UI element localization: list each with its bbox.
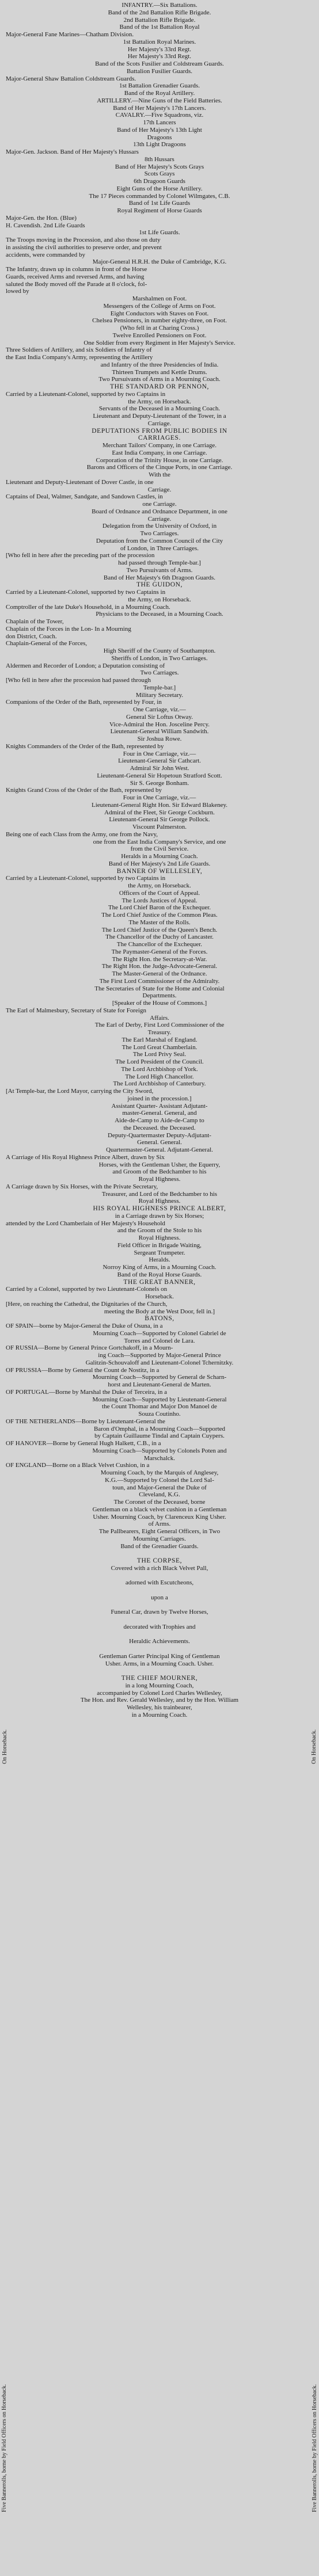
- text-line: OF THE NETHERLANDS—Borne by Lieutenant-General the: [6, 1417, 165, 1425]
- section-heading: CARRIAGES.: [138, 435, 181, 442]
- text-line: General Sir Loftus Otway.: [126, 713, 193, 721]
- text-line: [Speaker of the House of Commons.]: [112, 1000, 207, 1007]
- text-line: [6, 1631, 313, 1638]
- text-line: Knights Commanders of the Order of the Bath, represented by: [6, 742, 164, 750]
- text-line: The Lord President of the Council.: [115, 1058, 204, 1065]
- text-line: meeting the Body at the West Door, fell in.]: [104, 1308, 215, 1315]
- text-line: the Count Thomar and Major Don Manoel de: [102, 1403, 217, 1411]
- text-line: ARTILLERY.—Nine Guns of the Field Batteries.: [97, 97, 222, 104]
- text-line: Carriage.: [147, 486, 172, 493]
- text-line: Sergeant Trumpeter.: [134, 1249, 185, 1256]
- text-line: Norroy King of Arms, in a Mourning Coach.: [102, 1264, 217, 1271]
- text-line: 6th Dragoon Guards: [134, 178, 185, 185]
- text-line: Vice-Admiral the Hon. Josceline Percy.: [109, 721, 210, 728]
- text-line: Mourning Coach, by the Marquis of Anglesey,: [100, 1469, 219, 1476]
- text-line: One Soldier from every Regiment in Her Majesty's Service.: [83, 339, 236, 346]
- text-line: Temple-bar.]: [143, 684, 176, 691]
- text-line: [6, 1616, 313, 1624]
- text-line: Eight Guns of the Horse Artillery.: [116, 185, 203, 192]
- text-line: Band of the Grenadier Guards.: [120, 1542, 199, 1550]
- text-line: the Army, on Horseback.: [128, 882, 191, 889]
- section-heading: THE CHIEF MOURNER,: [121, 1675, 198, 1682]
- text-line: toun, and Major-General the Duke of: [112, 1484, 207, 1491]
- text-line: Knights Grand Cross of the Order of the Bath, represented by: [6, 787, 162, 794]
- text-line: The Earl Marshal of England.: [121, 1036, 198, 1043]
- text-line: Mourning Coach—Supported by Colonel Gabriel de: [93, 1329, 226, 1337]
- text-line: the Deceased. the Deceased.: [123, 1124, 196, 1131]
- text-line: Lieutenant-General Right Hon. Sir Edward Blakeney.: [91, 801, 228, 809]
- text-line: Band of the Royal Artillery.: [124, 90, 195, 97]
- text-line: Four in One Carriage, viz.—: [123, 750, 196, 757]
- text-line: Assistant Quarter- Assistant Adjutant-: [111, 1102, 208, 1110]
- text-line: from the Civil Service.: [130, 845, 189, 853]
- text-line: The Earl of Derby, First Lord Commissioner of the: [94, 1022, 225, 1029]
- text-line: Barons and Officers of the Cinque Ports, in one Carriage.: [86, 464, 233, 471]
- text-line: had passed through Temple-bar.]: [118, 559, 201, 566]
- text-line: Carried by a Lieutenant-Colonel, supported by two Captains in: [6, 589, 166, 596]
- text-line: Military Secretary.: [135, 691, 184, 699]
- text-line: saluted the Body moved off the Parade at 8 o'clock, fol-: [6, 280, 147, 288]
- text-line: INFANTRY.—Six Battalions.: [121, 2, 198, 9]
- text-line: Companions of the Order of the Bath, represented by Four, in: [6, 699, 162, 706]
- text-line: Band of Her Majesty's 13th Light: [117, 126, 202, 134]
- text-line: Affairs.: [150, 1014, 169, 1022]
- text-line: Mourning Coach—Supported by Lieutenant-General: [92, 1396, 227, 1403]
- text-line: Sir S. George Bonham.: [130, 779, 189, 787]
- text-line: Scots Grays: [144, 170, 175, 178]
- text-line: (Who fell in at Charing Cross.): [120, 325, 199, 331]
- text-line: The Infantry, drawn up in columns in front of the Horse: [6, 266, 147, 273]
- text-line: 13th Light Dragoons: [133, 141, 186, 148]
- text-line: Heralds in a Mourning Coach.: [121, 853, 198, 860]
- text-line: of Arms.: [148, 1521, 171, 1528]
- text-line: Royal Highness.: [138, 1176, 181, 1183]
- section-heading: BANNER OF WELLESLEY,: [116, 867, 203, 875]
- text-line: master-General. General, and: [122, 1110, 197, 1117]
- text-line: Major-General H.R.H. the Duke of Cambridge, K.G.: [92, 258, 227, 266]
- text-line: Chaplain-General of the Forces,: [6, 640, 88, 647]
- text-line: Officers of the Court of Appeal.: [119, 889, 200, 897]
- text-line: in a Carriage drawn by Six Horses;: [115, 1212, 204, 1220]
- text-line: Lieutenant-General Sir Hopetoun Stratford Scott.: [97, 772, 222, 779]
- text-line: [Who fell in here after the preceding part of the procession: [6, 552, 155, 559]
- text-line: General. General.: [137, 1139, 182, 1146]
- text-line: Lieutenant-General Sir Cathcart.: [118, 757, 201, 765]
- text-line: Royal Highness.: [138, 1234, 181, 1241]
- text-line: don District, Coach.: [6, 632, 57, 640]
- text-line: Horseback.: [145, 1293, 174, 1300]
- text-line: Band of Her Majesty's 2nd Life Guards.: [108, 860, 211, 867]
- section-heading: BATONS,: [145, 1315, 174, 1323]
- text-line: Servants of the Deceased in a Mourning Coach.: [98, 405, 221, 413]
- text-line: Chaplain of the Tower,: [6, 618, 64, 625]
- text-line: The Earl of Malmesbury, Secretary of State for Foreign: [6, 1007, 146, 1014]
- text-line: Mourning Coach—Supported by General de Scharn-: [92, 1374, 227, 1381]
- text-line: Covered with a rich Black Velvet Pall,: [111, 1564, 208, 1572]
- text-line: Aldermen and Recorder of London; a Deputation consisting of: [6, 662, 165, 669]
- section-heading: THE GUIDON,: [136, 581, 183, 589]
- text-line: Three Soldiers of Artillery, and six Soldiers of Infantry of: [6, 346, 152, 354]
- procession-text: [6, 2, 313, 1719]
- text-line: Delegation from the University of Oxford, in: [102, 523, 217, 530]
- text-line: Dragoons: [147, 134, 172, 141]
- text-line: [Here, on reaching the Cathedral, the Dignitaries of the Church,: [6, 1300, 168, 1308]
- text-line: Band of Her Majesty's Scots Grays: [115, 163, 204, 170]
- text-line: OF PORTUGAL—Borne by Marshal the Duke of Terceira, in a: [6, 1388, 168, 1396]
- text-line: Two Pursuivants of Arms.: [126, 566, 193, 574]
- text-line: Carriage.: [147, 515, 172, 523]
- text-line: Captains of Deal, Walmer, Sandgate, and Sandown Castles, in: [6, 493, 163, 501]
- text-line: adorned with Escutcheons,: [125, 1579, 194, 1587]
- text-line: Her Majesty's 33rd Regt.: [127, 45, 192, 53]
- text-line: Band of the Scots Fusilier and Coldstream Guards.: [95, 60, 224, 67]
- text-line: Two Carriages.: [140, 669, 179, 677]
- text-line: Major-Gen. Jackson. Band of Her Majesty's Hussars: [6, 148, 139, 155]
- text-line: Carried by a Lieutenant-Colonel, supported by two Captains in: [6, 390, 166, 398]
- text-line: Wellesley, his trainbearer,: [127, 1704, 192, 1711]
- text-line: in a Mourning Coach.: [131, 1711, 188, 1718]
- text-line: The Hon. and Rev. Gerald Wellesley, and by the Hon. William: [80, 1697, 239, 1704]
- text-line: the Army, on Horseback.: [128, 398, 191, 405]
- text-line: Deputy-Quartermaster Deputy-Adjutant-: [108, 1131, 211, 1139]
- text-line: Usher. Mourning Coach, by Clarenceux King Usher.: [93, 1513, 226, 1521]
- text-line: Guards, received Arms and reversed Arms, and having: [6, 273, 145, 280]
- text-line: Usher. Arms, in a Mourning Coach. Usher.: [105, 1660, 214, 1667]
- section-heading: THE CORPSE,: [136, 1557, 183, 1564]
- text-line: the East India Company's Army, representing the Artillery: [6, 354, 153, 361]
- text-line: and Infantry of the three Presidencies of India.: [100, 361, 219, 368]
- text-line: the Army, on Horseback.: [128, 596, 191, 603]
- text-line: The Coronet of the Deceased, borne: [113, 1499, 206, 1506]
- text-line: Physicians to the Deceased, in a Mourning Coach.: [96, 611, 223, 618]
- section-heading: THE GREAT BANNER,: [123, 1278, 196, 1286]
- text-line: Funeral Car, drawn by Twelve Horses,: [111, 1609, 208, 1616]
- text-line: Corporation of the Trinity House, in one Carriage.: [96, 456, 223, 464]
- text-line: Two Pursuivants of Arms in a Mourning Coach.: [98, 376, 221, 383]
- text-line: decorated with Trophies and: [123, 1623, 196, 1630]
- text-line: 1st Life Guards.: [139, 229, 180, 237]
- text-line: A Carriage of His Royal Highness Prince Albert, drawn by Six: [6, 1153, 165, 1161]
- text-line: Major-General Fane Marines—Chatham Division.: [6, 31, 134, 38]
- text-line: The Right Hon. the Secretary-at-War.: [112, 955, 207, 963]
- text-line: Band of the 2nd Battalion Rifle Brigade.: [108, 9, 211, 16]
- text-line: Marshalmen on Foot.: [132, 295, 187, 302]
- text-line: [Who fell in here after the procession had passed through: [6, 677, 151, 684]
- text-line: Major-General Shaw Battalion Coldstream Guards.: [6, 75, 136, 82]
- text-line: Eight Conductors with Staves on Foot.: [110, 310, 209, 317]
- text-line: [6, 1667, 313, 1675]
- text-line: Treasury.: [147, 1029, 172, 1036]
- text-line: horst and Lieutenant-General de Marten.: [108, 1381, 211, 1388]
- text-line: Galitzin-Schouvaloff and Lieutenant-Colonel Tchernitzky.: [85, 1359, 234, 1366]
- text-line: Being one of each Class from the Army, one from the Navy,: [6, 830, 158, 838]
- text-line: by Captain Guillaume Tindal and Captain Cuypers.: [94, 1432, 225, 1440]
- text-line: One Carriage, viz.—: [133, 706, 186, 713]
- right-side-note-bannerolls: Five Bannerolls, borne by Field Officers on Horseback.: [312, 2384, 318, 2512]
- text-line: Chelsea Pensioners, in number eighty-three, on Foot.: [92, 317, 227, 325]
- text-line: Treasurer, and Lord of the Bedchamber to his: [101, 1190, 218, 1198]
- text-line: 1st Battalion Grenadier Guards.: [119, 82, 200, 90]
- text-line: Departments.: [142, 992, 177, 1000]
- text-line: OF SPAIN—borne by Major-General the Duke of Osuna, in a: [6, 1323, 163, 1329]
- text-line: Gentleman Garter Principal King of Gentleman: [99, 1652, 220, 1660]
- text-line: Her Majesty's 33rd Regt.: [127, 53, 192, 60]
- text-line: The Lord Chief Justice of the Common Pleas.: [101, 912, 218, 919]
- text-line: Messengers of the College of Arms on Foot.: [103, 302, 216, 310]
- text-line: Gentleman on a black velvet cushion in a Gentleman: [92, 1506, 227, 1513]
- text-line: Lieutenant and Deputy-Lieutenant of the Tower, in a: [93, 413, 226, 420]
- left-side-note-bannerolls: Five Bannerolls, borne by Field Officers on Horseback.: [1, 2384, 7, 2512]
- text-line: in a long Mourning Coach,: [125, 1682, 194, 1689]
- text-line: Viscount Palmerston.: [132, 824, 187, 830]
- right-side-note-horseback: On Horseback.: [311, 1729, 317, 1764]
- text-line: in assisting the civil authorities to preserve order, and prevent: [6, 243, 162, 251]
- text-line: Lieutenant-General Sir George Pollock.: [109, 816, 210, 824]
- text-line: ing Coach—Supported by Major-General Prince: [98, 1352, 221, 1359]
- text-line: High Sheriff of the County of Southampton.: [103, 647, 216, 654]
- text-line: Band of the Royal Horse Guards.: [117, 1271, 202, 1278]
- text-line: Marschalck.: [143, 1454, 176, 1462]
- text-line: A Carriage drawn by Six Horses, with the Private Secretary,: [6, 1183, 158, 1190]
- text-line: Admiral Sir John West.: [130, 765, 189, 772]
- text-line: Comptroller of the late Duke's Household, in a Mourning Coach.: [6, 603, 170, 611]
- text-line: Merchant Tailors' Company, in one Carriage.: [102, 442, 217, 449]
- text-line: The Master of the Rolls.: [128, 919, 191, 926]
- text-line: The Lord Chief Baron of the Exchequer.: [108, 904, 211, 912]
- text-line: and Groom of the Bedchamber to his: [112, 1168, 207, 1176]
- text-line: Carried by a Colonel, supported by two Lieutenant-Colonels on: [6, 1286, 168, 1293]
- text-line: Four in One Carriage, viz.—: [123, 794, 196, 801]
- text-line: Battalion Fusilier Guards.: [127, 67, 192, 75]
- text-line: The Lord High Chancellor.: [125, 1073, 194, 1080]
- text-line: joined in the procession.]: [127, 1095, 192, 1102]
- text-line: Heraldic Achievements.: [129, 1638, 190, 1645]
- text-line: accidents, were commanded by: [6, 251, 86, 258]
- text-line: Board of Ordnance and Ordnance Department, in one: [92, 508, 227, 515]
- text-line: accompanied by Colonel Lord Charles Wellesley,: [97, 1689, 222, 1697]
- text-line: With the: [149, 471, 170, 478]
- text-line: Admiral of the Fleet, Sir George Cockburn.: [104, 809, 215, 816]
- text-line: Band of 1st Life Guards: [128, 200, 191, 207]
- text-line: 2nd Battalion Rifle Brigade.: [123, 16, 196, 24]
- text-line: Band of the 1st Battalion Royal: [119, 24, 200, 31]
- text-line: one from the East India Company's Service, and one: [93, 838, 226, 845]
- text-line: 17th Lancers: [143, 119, 176, 126]
- text-line: Twelve Enrolled Pensioners on Foot.: [112, 331, 207, 339]
- section-heading: THE STANDARD OR PENNON,: [110, 383, 209, 390]
- text-line: The Lord Chief Justice of the Queen's Bench.: [101, 926, 218, 933]
- text-line: The Secretaries of State for the Home and Colonial: [94, 985, 225, 992]
- text-line: Deputation from the Common Council of the City: [96, 537, 223, 544]
- text-line: OF RUSSIA—Borne by General Prince Gortchakoff, in a Mourn-: [6, 1344, 173, 1352]
- text-line: The 17 Pieces commanded by Colonel Wilmgates, C.B.: [89, 192, 230, 200]
- text-line: OF HANOVER—Borne by General Hugh Halkett, C.B., in a: [6, 1440, 161, 1447]
- text-line: The Lord Great Chamberlain.: [121, 1043, 198, 1051]
- text-line: Horses, with the Gentleman Usher, the Equerry,: [98, 1161, 221, 1168]
- text-line: Sheriffs of London, in Two Carriages.: [111, 654, 208, 662]
- text-line: OF PRUSSIA—Borne by General the Count de Nostitz, in a: [6, 1366, 160, 1374]
- text-line: one Carriage.: [142, 501, 177, 508]
- text-line: Field Officer in Brigade Waiting,: [117, 1241, 202, 1249]
- text-line: 1st Battalion Royal Marines.: [123, 38, 196, 45]
- text-line: H. Cavendish. 2nd Life Guards: [6, 222, 85, 229]
- text-line: The Chancellor of the Duchy of Lancaster.: [105, 933, 214, 941]
- section-heading: DEPUTATIONS FROM PUBLIC BODIES IN: [92, 427, 227, 435]
- text-line: The Lord Archbishop of Canterbury.: [113, 1080, 206, 1088]
- text-line: The First Lord Commissioner of the Admiralty.: [99, 977, 220, 985]
- text-line: Mourning Carriages.: [133, 1535, 186, 1542]
- text-line: CAVALRY.—Five Squadrons, viz.: [115, 112, 204, 119]
- text-line: Sir Joshua Rowe.: [137, 736, 182, 742]
- text-line: OF ENGLAND—Borne on a Black Velvet Cushion, in a: [6, 1462, 150, 1469]
- text-line: lowed by: [6, 288, 29, 295]
- text-line: East India Company, in one Carriage.: [112, 449, 207, 456]
- text-line: and the Groom of the Stole to his: [117, 1227, 202, 1234]
- left-side-note-horseback: On Horseback.: [2, 1729, 8, 1764]
- text-line: K.G.—Supported by Colonel the Lord Sal-: [105, 1476, 214, 1484]
- text-line: Carriage.: [147, 420, 172, 427]
- text-line: Band of Her Majesty's 6th Dragoon Guards.: [103, 574, 216, 581]
- text-line: The Chancellor of the Exchequer.: [116, 941, 203, 948]
- text-line: [6, 1602, 313, 1609]
- text-line: upon a: [151, 1594, 168, 1601]
- text-line: Mourning Coach—Supported by Colonels Poten and: [92, 1447, 227, 1454]
- text-line: Aide-de-Camp to Aide-de-Camp to: [115, 1117, 204, 1124]
- text-line: Major-Gen. the Hon. (Blue): [6, 214, 77, 222]
- text-line: The Lord Archbishop of York.: [121, 1065, 198, 1073]
- text-line: of London, in Three Carriages.: [120, 544, 199, 552]
- text-line: Lieutenant-General William Sandwith.: [110, 728, 209, 736]
- text-line: Souza Coutinho.: [138, 1411, 181, 1417]
- section-heading: HIS ROYAL HIGHNESS PRINCE ALBERT,: [93, 1205, 226, 1212]
- text-line: Band of Her Majesty's 17th Lancers.: [113, 104, 206, 112]
- text-line: [6, 1572, 313, 1580]
- text-line: Cleveland, K.G.: [139, 1491, 180, 1499]
- text-line: 8th Hussars: [145, 155, 174, 163]
- text-line: Chaplain of the Forces in the Lon- In a Mourning: [6, 625, 131, 632]
- text-line: Lieutenant and Deputy-Lieutenant of Dover Castle, in one: [6, 478, 154, 486]
- text-line: The Right Hon. the Judge-Advocate-General.: [101, 963, 218, 970]
- text-line: The Pallbearers, Eight General Officers, in Two: [98, 1528, 221, 1535]
- text-line: Heralds.: [149, 1256, 170, 1264]
- text-line: Royal Highness.: [138, 1198, 181, 1205]
- text-line: [6, 1550, 313, 1557]
- text-line: Carried by a Lieutenant-Colonel, supported by two Captains in: [6, 875, 166, 882]
- text-line: attended by the Lord Chamberlain of Her Majesty's Household: [6, 1220, 165, 1227]
- text-line: Torres and Colonel de Lara.: [124, 1337, 195, 1344]
- text-line: Quartermaster-General. Adjutant-General.: [106, 1146, 213, 1153]
- text-line: Two Carriages.: [140, 530, 179, 537]
- text-line: [6, 1587, 313, 1594]
- text-line: Baron d'Omphal, in a Mourning Coach—Supported: [93, 1425, 226, 1432]
- text-line: Royal Regiment of Horse Guards: [117, 207, 202, 214]
- text-line: The Master-General of the Ordnance.: [112, 970, 207, 977]
- text-line: The Troops moving in the Procession, and also those on duty: [6, 237, 161, 243]
- text-line: The Paymaster-General of the Forces.: [111, 948, 208, 955]
- text-line: The Lord Privy Seal.: [132, 1051, 187, 1058]
- text-line: [At Temple-bar, the Lord Mayor, carrying the City Sword,: [6, 1088, 154, 1095]
- text-line: [6, 1645, 313, 1653]
- text-line: The Lords Justices of Appeal.: [121, 897, 198, 904]
- text-line: Thirteen Trumpets and Kettle Drums.: [112, 368, 207, 376]
